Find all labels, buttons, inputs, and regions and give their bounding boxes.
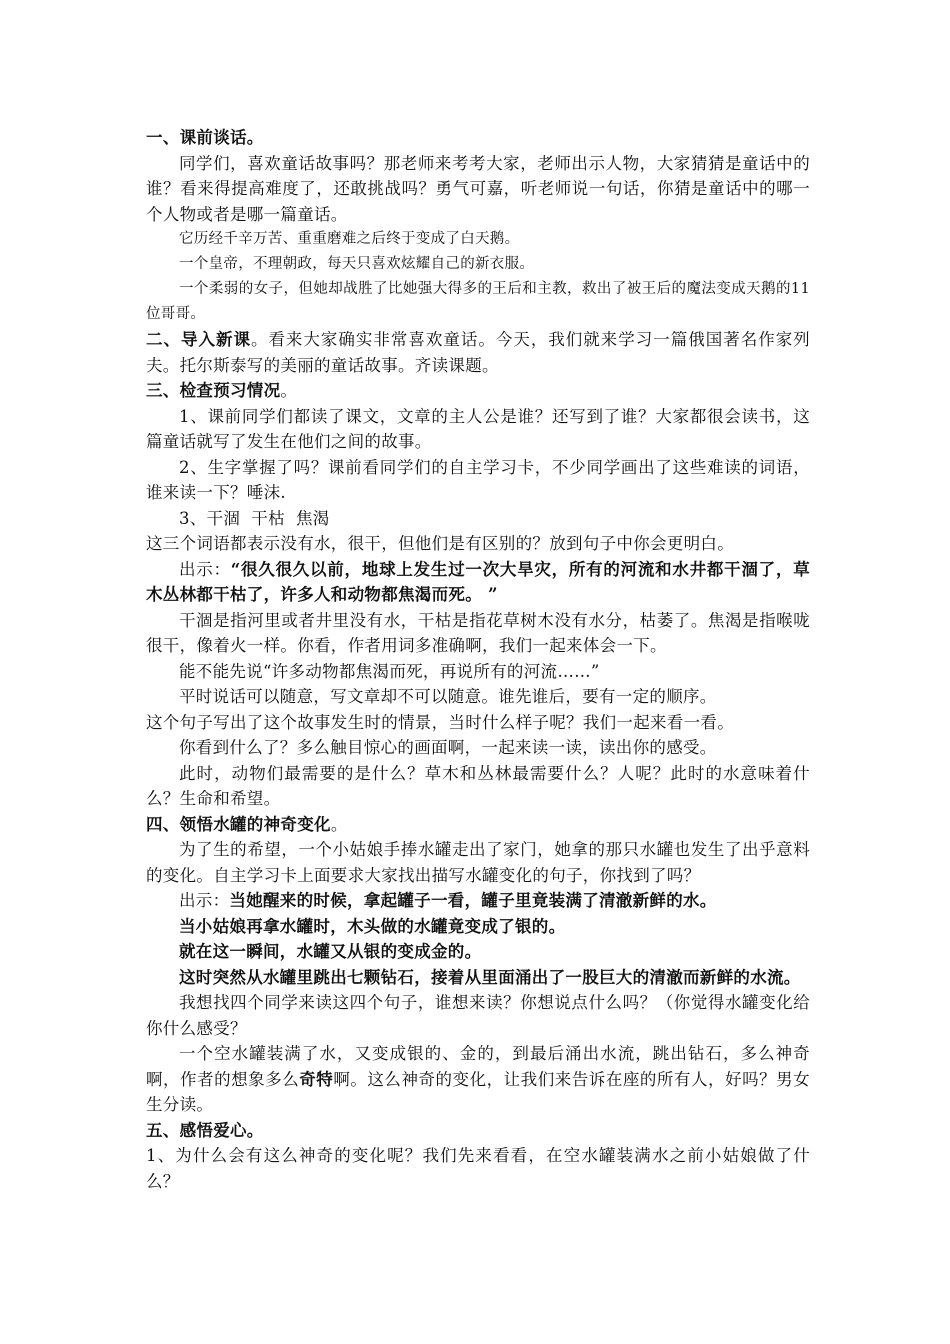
paragraph: 1、为什么会有这么神奇的变化呢？我们先来看看，在空水罐装满水之前小姑娘做了什么？ bbox=[146, 1146, 810, 1191]
emphasis-text: 奇特 bbox=[299, 1069, 334, 1089]
show-label: 出示： bbox=[179, 891, 230, 910]
document-page bbox=[146, 125, 810, 1194]
paragraph: 同学们，喜欢童话故事吗？那老师来考考大家，老师出示人物，大家猜猜是童话中的谁？看来得提高难度了，还敢挑战吗？勇气可嘉，听老师说一句话，你猜是童话中的哪一个人物或者是哪一篇童话。 bbox=[146, 153, 810, 224]
quote-line: 一个柔弱的女子，但她却战胜了比她强大得多的王后和主教，救出了被王后的魔法变成天鹅的11位哥哥。 bbox=[146, 281, 810, 322]
section-2-text: 。看来大家确实非常喜欢童话。今天，我们就来学习一篇俄国著名作家列夫。托尔斯泰写的美丽的童话故事。齐读课题。 bbox=[146, 330, 810, 375]
section-heading-2: 二、导入新课 bbox=[146, 330, 251, 349]
paragraph: 2、生字掌握了吗？课前看同学们的自主学习卡，不少同学画出了这些难读的词语，谁来读一下？唾沫. bbox=[146, 457, 810, 502]
paragraph: 你看到什么了？多么触目惊心的画面啊，一起来读一读，读出你的感受。 bbox=[179, 738, 717, 757]
paragraph: 3、干涸 干枯 焦渴 bbox=[179, 508, 330, 528]
paragraph: 平时说话可以随意，写文章却不可以随意。谁先谁后，要有一定的顺序。 bbox=[179, 687, 717, 706]
show-block bbox=[146, 557, 810, 608]
section-heading-1: 一、课前谈话。 bbox=[146, 128, 264, 147]
paragraph: 1、课前同学们都读了课文，文章的主人公是谁？还写到了谁？大家都很会读书，这篇童话就写了发生在他们之间的故事。 bbox=[146, 406, 810, 451]
show-sentence: 这时突然从水罐里跳出七颗钻石，接着从里面涌出了一股巨大的清澈而新鲜的水流。 bbox=[179, 967, 801, 987]
paragraph: 此时，动物们最需要的是什么？草木和丛林最需要什么？人呢？此时的水意味着什么？生命和希望。 bbox=[146, 763, 810, 808]
quote-line: 它历经千辛万苦、重重磨难之后终于变成了白天鹅。 bbox=[179, 231, 520, 247]
paragraph: 为了生的希望，一个小姑娘手捧水罐走出了家门，她拿的那只水罐也发生了出乎意料的变化。自主学习卡上面要求大家找出描写水罐变化的句子，你找到了吗？ bbox=[146, 840, 810, 885]
section-heading-3: 三、检查预习情况 bbox=[146, 381, 281, 400]
quote-line: 一个皇帝，不理朝政，每天只喜欢炫耀自己的新衣服。 bbox=[179, 256, 535, 272]
paragraph: 干涸是指河里或者井里没有水，干枯是指花草树木没有水分，枯萎了。焦渴是指喉咙很干，像着火一样。你看，作者用词多准确啊，我们一起来体会一下。 bbox=[146, 610, 810, 655]
section-3-title bbox=[146, 378, 810, 404]
show-quote: “很久很久以前，地球上发生过一次大旱灾，所有的河流和水井都干涸了，草木丛林都干枯了，许多人和动物都焦渴而死。 ” bbox=[146, 559, 810, 604]
paragraph bbox=[146, 1041, 810, 1118]
paragraph: 这三个词语都表示没有水，很干，但他们是有区别的？放到句子中你会更明白。 bbox=[146, 534, 734, 553]
section-heading-5: 五、感悟爱心。 bbox=[146, 1120, 264, 1140]
show-label: 出示： bbox=[179, 559, 231, 579]
paragraph: 我想找四个同学来读这四个句子，谁想来读？你想说点什么吗？（你觉得水罐变化给你什么感受？ bbox=[146, 993, 810, 1038]
show-block bbox=[146, 888, 810, 914]
heading-punct: 。 bbox=[330, 814, 348, 834]
heading-punct: 。 bbox=[280, 381, 298, 400]
show-sentence: 就在这一瞬间，水罐又从银的变成金的。 bbox=[179, 942, 482, 961]
paragraph-text: 啊。这么神奇的变化，让我们来告诉在座的所有人，好吗？男女生分读。 bbox=[146, 1069, 810, 1114]
paragraph: 这个句子写出了这个故事发生时的情景，当时什么样子呢？我们一起来看一看。 bbox=[146, 712, 734, 732]
show-sentence: 当她醒来的时候，拿起罐子一看，罐子里竟装满了清澈新鲜的水。 bbox=[229, 891, 717, 910]
paragraph-text: 一个空水罐装满了水，又变成银的、金的，到最后涌出水流，跳出钻石，多么神奇啊，作者的想象多么 bbox=[146, 1044, 810, 1089]
show-sentence: 当小姑娘再拿水罐时，木头做的水罐竟变成了银的。 bbox=[179, 916, 566, 936]
section-4-title bbox=[146, 812, 810, 838]
section-heading-4: 四、领悟水罐的神奇变化 bbox=[146, 814, 331, 834]
section-2 bbox=[146, 327, 810, 378]
paragraph: 能不能先说“许多动物都焦渴而死，再说所有的河流……” bbox=[179, 661, 600, 681]
